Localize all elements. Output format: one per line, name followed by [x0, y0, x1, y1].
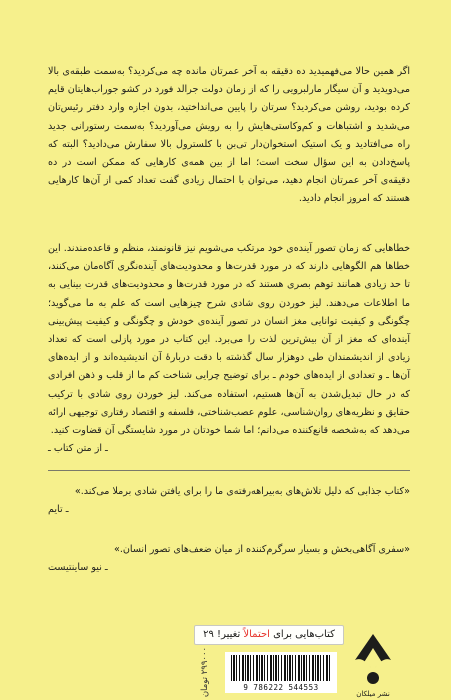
- series-highlight: احتمالاً: [243, 629, 270, 640]
- review-blurb-source: ـ تایم: [48, 504, 69, 515]
- book-excerpt-text: خطاهایی که زمان تصور آینده‌ی خود مرتکب می‌شویم نیز قانونمند، منظم و قاعده‌مندند. این خطاها هم الگوهایی دارند که در مورد قدرت‌ها و محدودیت‌های آینده‌نگری آگاه‌مان می‌کنند، تا حد زیادی همانند توهم بصری هستند که در مورد قدرت‌ها و محدودیت‌های قدرت بینایی به ما اطلاعات می‌دهند. لیز خوردن روی شادی شرح چیزهایی است که علم به ما می‌گوید؛ چگونگی و کیفیت توانایی مغز انسان در تصور آینده‌ی خودش و چگونگی و کیفیت پیش‌بینی آینده‌ای که مغز از آن بیش‌ترین لذت را می‌برد. این کتاب در مورد پازلی است که تعداد زیادی از اندیشمندان طی دوهزار سال گذشته با دقت دربارهٔ آن اندیشیده‌اند و از ایده‌های آن‌ها ـ و تعدادی از ایده‌های خودم ـ برای توضیح چرایی شناخت کم ما از قلب و ذهن افرادی که در حال تبدیل‌شدن به آن‌ها هستیم، استفاده می‌کند. لیز خوردن روی شادی با ترکیب حقایق و نظریه‌های روان‌شناسی، علوم عصب‌شناختی، فلسفه و اقتصاد رفتاری توجیهی ارائه می‌دهد که به‌شخصه قانع‌کننده می‌دانم؛ اما شما خودتان در مورد شایستگی آن قضاوت کنید.: [48, 243, 410, 437]
- publisher-logo-icon: [345, 630, 401, 692]
- opening-quote: [48, 63, 410, 209]
- review-blurb-new-scientist: [48, 541, 410, 577]
- price-text: ۲۹۹۰۰۰ تومان: [200, 646, 210, 698]
- review-blurb-time: [48, 483, 410, 519]
- series-suffix: تغییر!: [213, 629, 244, 640]
- section-divider: [48, 470, 410, 471]
- book-excerpt: [48, 240, 410, 458]
- book-excerpt-attribution: ـ از متن کتاب ـ: [48, 443, 108, 455]
- review-blurb-source: ـ نیو ساینتیست: [48, 562, 108, 573]
- publisher-name: نشر میلکان: [356, 690, 390, 698]
- opening-quote-text: اگر همین حالا می‌فهمیدید ده دقیقه به آخر عمرتان مانده چه می‌کردید؟ به‌سمت طبقه‌ی بالا می‌دویدید و آن سیگار مارلبرویی را که از زمان دولت جرالد فورد در کشو جوراب‌هایتان قایم کرده بودید، روشن می‌کردید؟ سرتان را پایین می‌انداختید، بدون اجازه وارد دفتر رئیس‌تان می‌شدید و اشتباهات و کم‌وکاستی‌هایش را به رویش می‌آوردید؟ به‌سمت رستورانی جدید راه می‌افتادید و یک استیک استخوان‌دار تی‌بن با کلسترول بالا سفارش می‌دادید؟ البته که پاسخ‌دادن به این سؤال سخت است؛ اما از بین همه‌ی کارهایی که ممکن است در ده دقیقه‌ی آخر عمرتان انجام دهید، می‌توان با احتمال زیادی گفت تعداد کمی از آن‌ها کارهایی هستند که امروز انجام دادید.: [48, 66, 410, 205]
- review-blurb-text: «کتاب جذابی که دلیل تلاش‌های به‌بیراهه‌رفته‌ی ما را برای یافتن شادی برملا می‌کند.»: [74, 486, 410, 497]
- isbn-barcode: [225, 652, 337, 693]
- review-blurb-text: «سفری آگاهی‌بخش و بسیار سرگرم‌کننده از میان ضعف‌های تصور انسان.»: [113, 544, 410, 555]
- isbn-number: 9 786222 544553: [243, 683, 319, 692]
- barcode-bars: [231, 655, 331, 681]
- series-prefix: کتاب‌هایی برای: [269, 629, 335, 640]
- series-number: ۲۹: [203, 629, 214, 640]
- price-label: [188, 646, 222, 698]
- series-label: [194, 625, 344, 645]
